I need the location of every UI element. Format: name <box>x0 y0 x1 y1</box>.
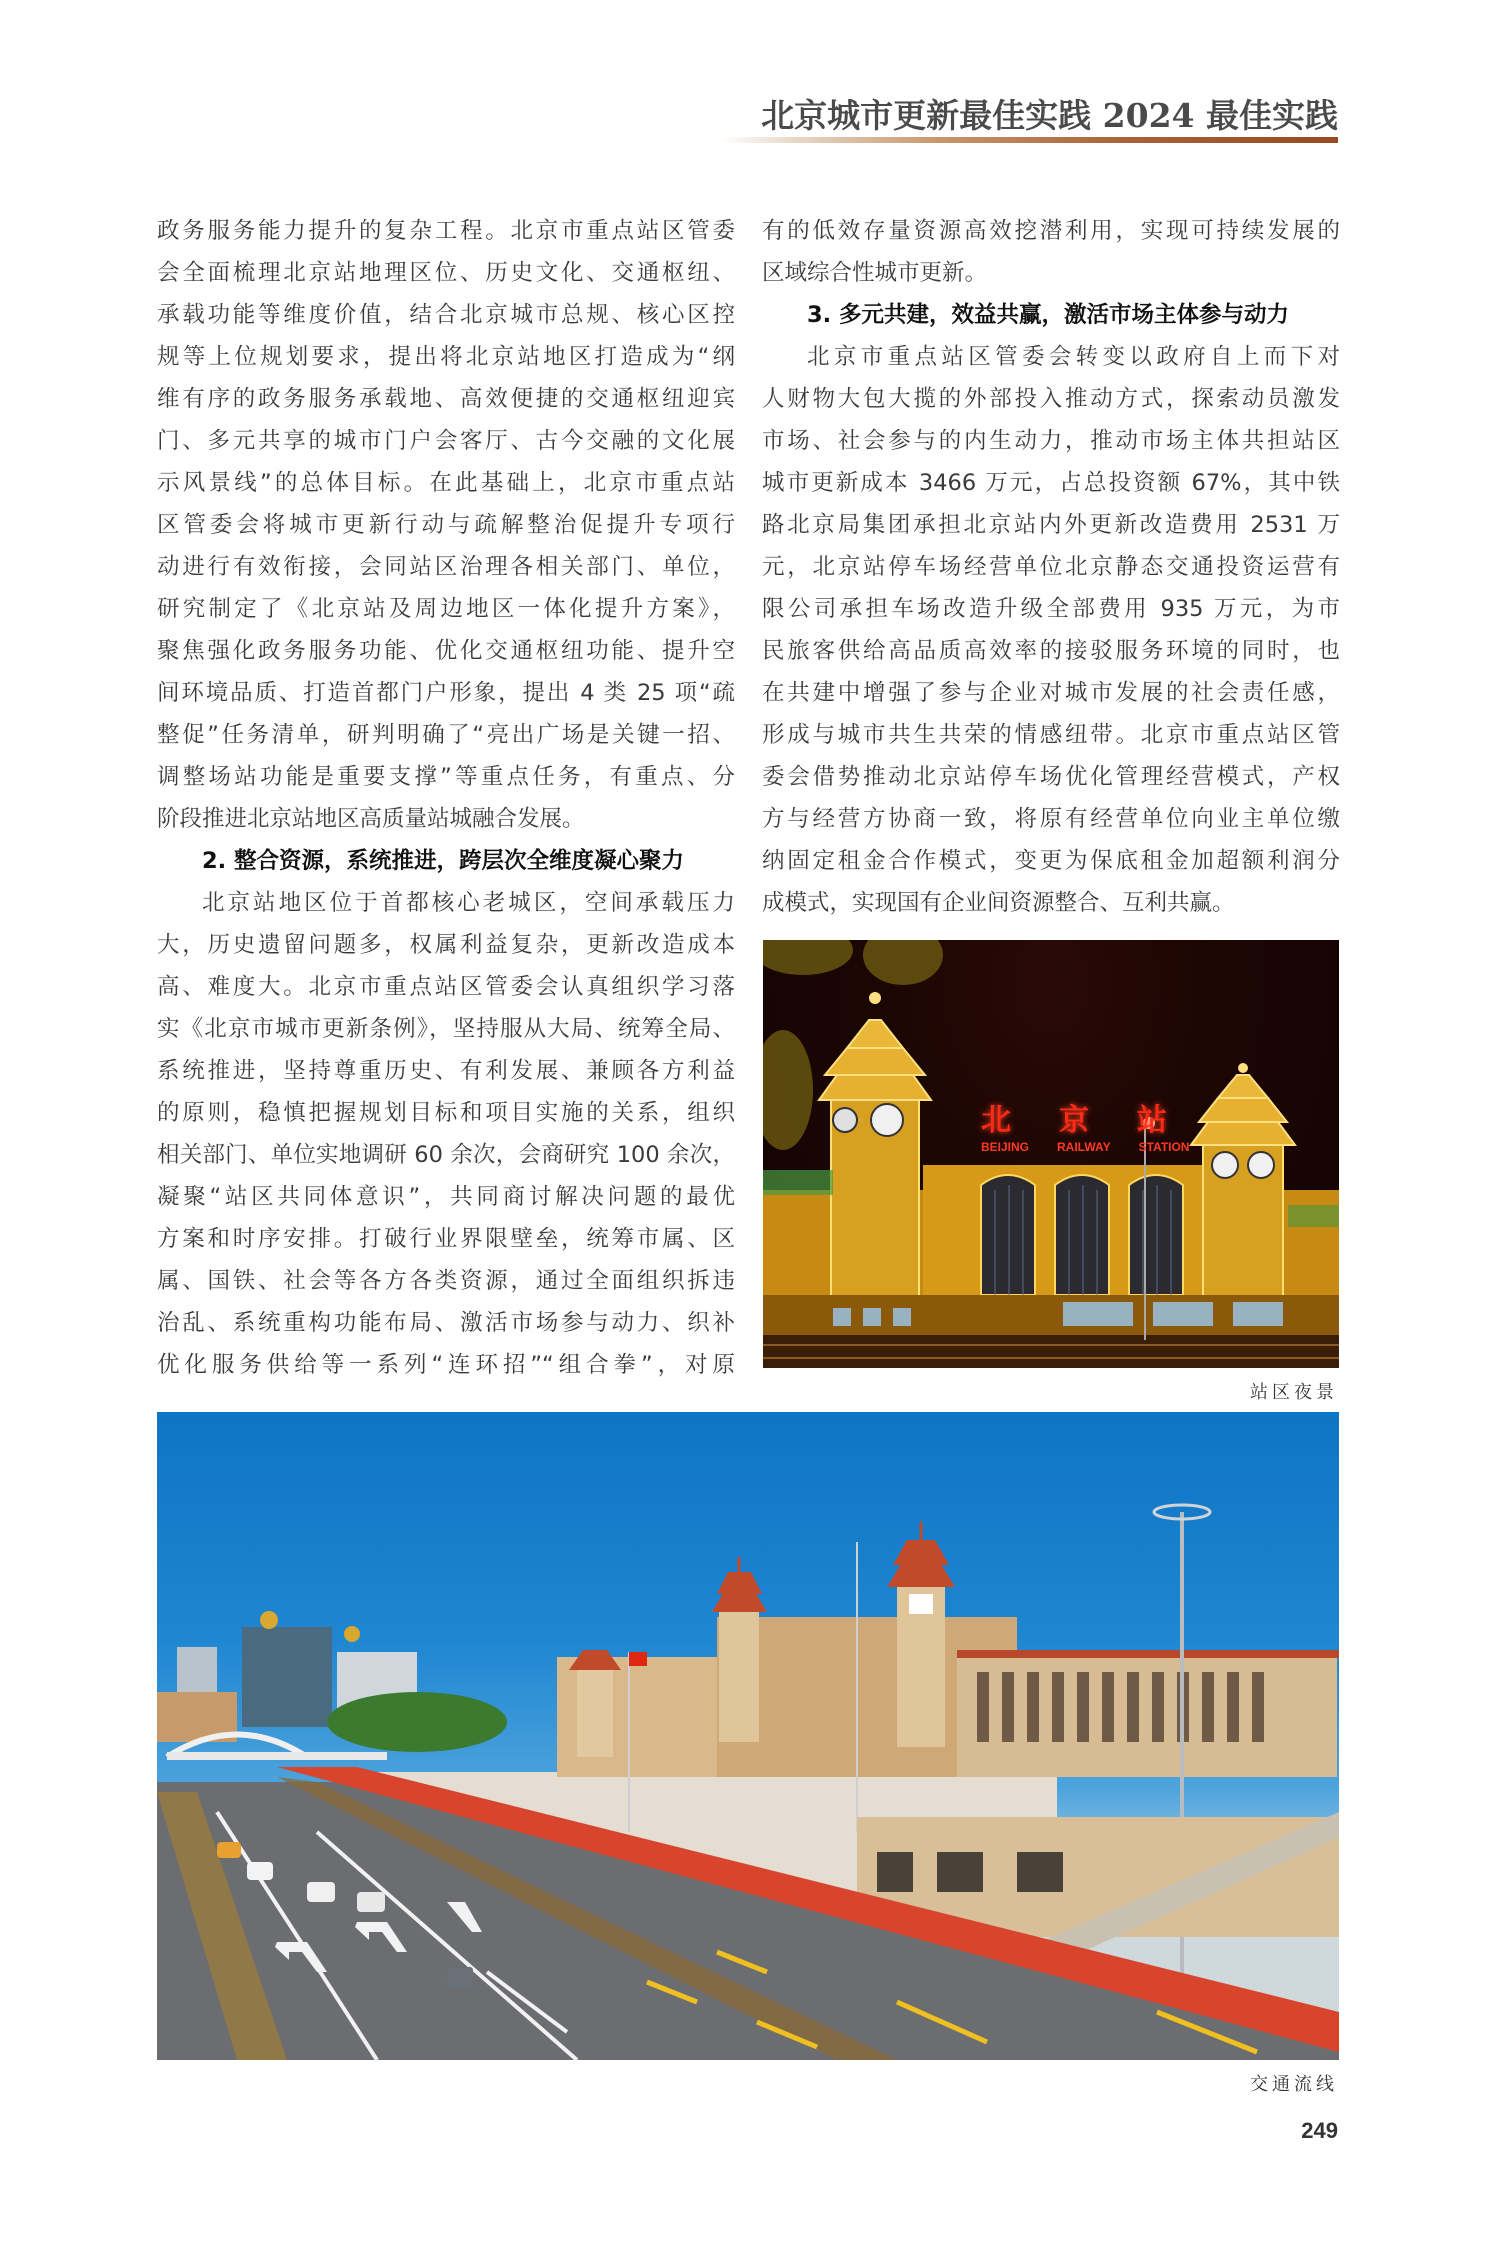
sign-char: 京 <box>1059 1103 1089 1138</box>
header-rule <box>720 137 1338 143</box>
running-title: 北京城市更新最佳实践 2024 最佳实践 <box>761 96 1338 135</box>
text-line: 整促”任务清单，研判明确了“亮出广场是关键一招、 <box>157 722 735 748</box>
text-line: 路北京局集团承担北京站内外更新改造费用 2531 万 <box>762 512 1340 538</box>
text-line: 形成与城市共生共荣的情感纽带。北京市重点站区管 <box>762 722 1340 748</box>
station-sign-english <box>981 1140 1189 1154</box>
text-line: 民旅客供给高品质高效率的接驳服务环境的同时，也 <box>762 638 1340 664</box>
text-line: 门、多元共享的城市门户会客厅、古今交融的文化展 <box>157 428 735 454</box>
section-heading-3: 3. 多元共建，效益共赢，激活市场主体参与动力 <box>807 302 1290 328</box>
sign-word: STATION <box>1138 1140 1190 1154</box>
text-line: 的原则，稳慎把握规划目标和项目实施的关系，组织 <box>157 1100 735 1126</box>
text-line: 研究制定了《北京站及周边地区一体化提升方案》， <box>157 596 735 622</box>
day-traffic-illustration <box>157 1412 1339 2060</box>
section-heading-2: 2. 整合资源，系统推进，跨层次全维度凝心聚力 <box>202 848 685 874</box>
sign-char: 北 <box>981 1103 1011 1138</box>
text-line: 维有序的政务服务承载地、高效便捷的交通枢纽迎宾 <box>157 386 735 412</box>
station-sign-chinese <box>981 1095 1167 1139</box>
text-line: 方与经营方协商一致，将原有经营单位向业主单位缴 <box>762 806 1340 832</box>
paragraph-1 <box>157 210 735 840</box>
text-line: 间环境品质、打造首都门户形象，提出 4 类 25 项“疏 <box>157 680 735 706</box>
running-header <box>761 96 1338 136</box>
text-line: 人财物大包大揽的外部投入推动方式，探索动员激发 <box>762 386 1340 412</box>
left-column <box>157 210 735 1386</box>
sign-word: RAILWAY <box>1057 1140 1111 1154</box>
text-line: 属、国铁、社会等各方各类资源，通过全面组织拆违 <box>157 1268 735 1294</box>
text-line: 有的低效存量资源高效挖潜利用，实现可持续发展的 <box>762 218 1340 244</box>
text-line: 会全面梳理北京站地理区位、历史文化、交通枢纽、 <box>157 260 735 286</box>
paragraph-2 <box>157 882 735 1386</box>
sign-char: 站 <box>1137 1103 1167 1138</box>
day-photo-caption: 交通流线 <box>1250 2074 1338 2095</box>
text-line: 聚焦强化政务服务功能、优化交通枢纽功能、提升空 <box>157 638 735 664</box>
text-line: 大，历史遗留问题多，权属利益复杂，更新改造成本 <box>157 932 735 958</box>
text-line: 相关部门、单位实地调研 60 余次，会商研究 100 余次， <box>157 1142 735 1168</box>
paragraph-continued <box>762 210 1340 294</box>
text-line: 调整场站功能是重要支撑”等重点任务，有重点、分 <box>157 764 735 790</box>
sign-word: BEIJING <box>981 1140 1030 1154</box>
text-line: 市场、社会参与的内生动力，推动市场主体共担站区 <box>762 428 1340 454</box>
text-line: 限公司承担车场改造升级全部费用 935 万元，为市 <box>762 596 1340 622</box>
text-line: 区域综合性城市更新。 <box>762 260 988 286</box>
night-station-photo <box>763 940 1339 1368</box>
right-column <box>762 210 1340 924</box>
text-line: 元，北京站停车场经营单位北京静态交通投资运营有 <box>762 554 1340 580</box>
night-station-illustration <box>763 940 1339 1368</box>
text-line: 承载功能等维度价值，结合北京城市总规、核心区控 <box>157 302 735 328</box>
text-line: 方案和时序安排。打破行业界限壁垒，统筹市属、区 <box>157 1226 735 1252</box>
paragraph-3 <box>762 336 1340 924</box>
text-line: 动进行有效衔接，会同站区治理各相关部门、单位， <box>157 554 735 580</box>
text-line: 北京市重点站区管委会转变以政府自上而下对 <box>807 344 1340 370</box>
text-line: 区管委会将城市更新行动与疏解整治促提升专项行 <box>157 512 735 538</box>
text-line: 优化服务供给等一系列“连环招”“组合拳”，对原 <box>157 1352 735 1378</box>
text-line: 在共建中增强了参与企业对城市发展的社会责任感， <box>762 680 1340 706</box>
day-traffic-photo <box>157 1412 1339 2060</box>
text-line: 政务服务能力提升的复杂工程。北京市重点站区管委 <box>157 218 735 244</box>
text-line: 示风景线”的总体目标。在此基础上，北京市重点站 <box>157 470 735 496</box>
text-line: 高、难度大。北京市重点站区管委会认真组织学习落 <box>157 974 735 1000</box>
text-line: 系统推进，坚持尊重历史、有利发展、兼顾各方利益 <box>157 1058 735 1084</box>
text-line: 北京站地区位于首都核心老城区，空间承载压力 <box>202 890 735 916</box>
text-line: 实《北京市城市更新条例》，坚持服从大局、统筹全局、 <box>157 1016 735 1042</box>
page-number: 249 <box>1301 2118 1338 2143</box>
text-line: 凝聚“站区共同体意识”，共同商讨解决问题的最优 <box>157 1184 735 1210</box>
text-line: 纳固定租金合作模式，变更为保底租金加超额利润分 <box>762 848 1340 874</box>
text-line: 阶段推进北京站地区高质量站城融合发展。 <box>157 806 585 832</box>
night-photo-caption: 站区夜景 <box>1250 1382 1338 1403</box>
text-line: 规等上位规划要求，提出将北京站地区打造成为“纲 <box>157 344 735 370</box>
text-line: 成模式，实现国有企业间资源整合、互利共赢。 <box>762 890 1235 916</box>
text-line: 城市更新成本 3466 万元，占总投资额 67%，其中铁 <box>762 470 1340 496</box>
text-line: 治乱、系统重构功能布局、激活市场参与动力、织补 <box>157 1310 735 1336</box>
text-line: 委会借势推动北京站停车场优化管理经营模式，产权 <box>762 764 1340 790</box>
